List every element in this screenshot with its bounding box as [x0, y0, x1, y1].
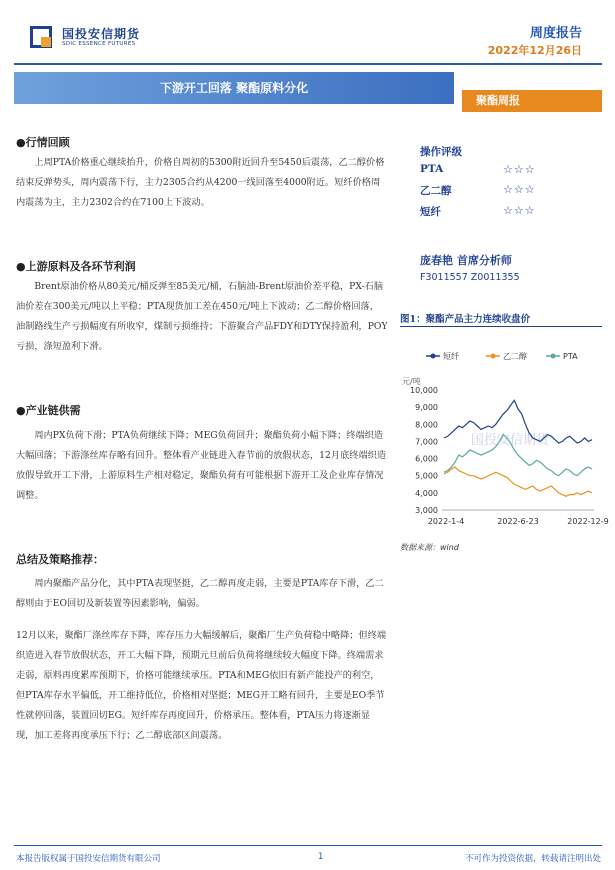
y-tick-label: 7,000 [415, 437, 438, 447]
data-source: 数据来源：wind [400, 543, 459, 552]
legend-marker [551, 354, 556, 359]
rating-item-name: 短纤 [420, 206, 441, 218]
series-line-乙二醇 [444, 467, 592, 496]
company-name: 国投安信期货 [62, 27, 141, 41]
section-title: ●产业链供需 [16, 404, 81, 417]
analyst-name: 庞春艳 首席分析师 [420, 254, 512, 267]
footer-disclaimer: 不可作为投资依据，转载请注明出处 [464, 854, 601, 864]
page-number: 1 [318, 852, 324, 862]
chart-series [444, 400, 592, 496]
rating-stars: ☆☆☆ [503, 163, 536, 176]
x-tick-label: 2022-1-4 [427, 517, 465, 526]
y-tick-label: 9,000 [415, 403, 438, 413]
legend-label: PTA [563, 352, 578, 361]
y-tick-label: 6,000 [415, 454, 438, 464]
section-paragraph: 周内PX负荷下滑；PTA负荷继续下降；MEG负荷回升；聚酯负荷小幅下降；终端织造大幅回落；下游涤丝库存略有回升。整体看产业链进入春节前的放假状态，12月底终端织造放假导致开工下滑，上游原料生产相对稳定，聚酯负荷有可能根据下游开工及企业库存情况调整。 [16, 430, 387, 501]
report-date: 2022年12月26日 [487, 44, 582, 57]
report-title: 下游开工回落 聚酯原料分化 [159, 81, 309, 95]
rating-stars: ☆☆☆ [503, 183, 536, 196]
y-tick-label: 4,000 [415, 488, 438, 498]
section-title: ●行情回顾 [16, 136, 70, 149]
legend-label: 短纤 [443, 352, 459, 361]
y-tick-label: 8,000 [415, 420, 438, 430]
rating-stars: ☆☆☆ [503, 204, 536, 217]
header-divider [14, 63, 602, 65]
y-tick-label: 3,000 [415, 506, 438, 515]
price-line-chart [398, 340, 609, 536]
chart-watermark: 国投安信期货 [470, 433, 550, 448]
report-tag: 聚酯周报 [462, 90, 602, 112]
rating-item-name: PTA [420, 163, 444, 175]
footer-copyright: 本报告版权属于国投安信期货有限公司 [16, 854, 161, 864]
footer-divider [14, 845, 602, 846]
chart-legend [426, 351, 578, 361]
section-title: ●上游原料及各环节利润 [16, 260, 136, 273]
y-tick-label: 10,000 [410, 386, 438, 395]
y-tick-label: 5,000 [415, 471, 438, 481]
x-axis-ticks [428, 517, 609, 526]
x-tick-label: 2022-12-9 [567, 517, 609, 526]
section-paragraph: Brent原油价格从80美元/桶反弹至85美元/桶，石脑油-Brent原油价差平稳，PX-石脑油价差在300美元/吨以上平稳；PTA现货加工差在450元/吨上下波动；乙二醇价格回落，油制路线生产亏损幅度有所收窄，煤制亏损维持；下游聚合产品FDY和DTY保持盈利，POY亏损，涤短盈利下滑。 [16, 281, 388, 352]
section-title: 总结及策略推荐： [16, 553, 104, 566]
figure-divider [400, 326, 602, 327]
section-paragraph: 上周PTA价格重心继续抬升，价格自周初的5300附近回升至5450后震荡，乙二醇价格结束反弹势头，周内震荡下行，主力2305合约从4200一线回落至4000附近。短纤价格周内震荡为主，主力2302合约在7100上下波动。 [16, 157, 385, 208]
x-tick-label: 2022-6-23 [497, 517, 539, 526]
legend-marker [431, 354, 436, 359]
report-type: 周度报告 [529, 26, 582, 41]
y-axis-unit: 元/吨 [402, 377, 421, 386]
section-paragraph: 周内聚酯产品分化，其中PTA表现坚挺，乙二醇再度走弱，主要是PTA库存下滑，乙二醇则由于EO回切及新装置等因素影响，偏弱。 [16, 578, 384, 609]
figure-title: 图1：聚酯产品主力连续收盘价 [400, 314, 531, 325]
legend-label: 乙二醇 [503, 352, 527, 361]
analyst-ids: F3011557 Z0011355 [420, 272, 520, 283]
rating-item-name: 乙二醇 [420, 185, 452, 197]
section-paragraph: 12月以来，聚酯厂涤丝库存下降，库存压力大幅缓解后，聚酯厂生产负荷稳中略降；但终端织造进入春节放假状态，开工大幅下降，预期元旦前后负荷将继续较大幅度下降。终端需求走弱，原料再度累库预期下，价格可能继续承压。PTA和MEG依旧有新产能投产的利空，但PTA库存水平偏低，开工维持低位，价格相对坚挺；MEG开工略有回升，主要是EO季节性就停回落，装置回切EG。短纤库存再度回升，价格承压。整体看，PTA压力将逐渐显现，加工差将再度承压下行；乙二醇底部区间震荡。 [16, 630, 387, 741]
rating-title: 操作评级 [420, 146, 462, 158]
legend-marker [491, 354, 496, 359]
company-logo-icon [30, 26, 52, 48]
company-name-en: SDIC ESSENCE FUTURES [62, 41, 136, 47]
